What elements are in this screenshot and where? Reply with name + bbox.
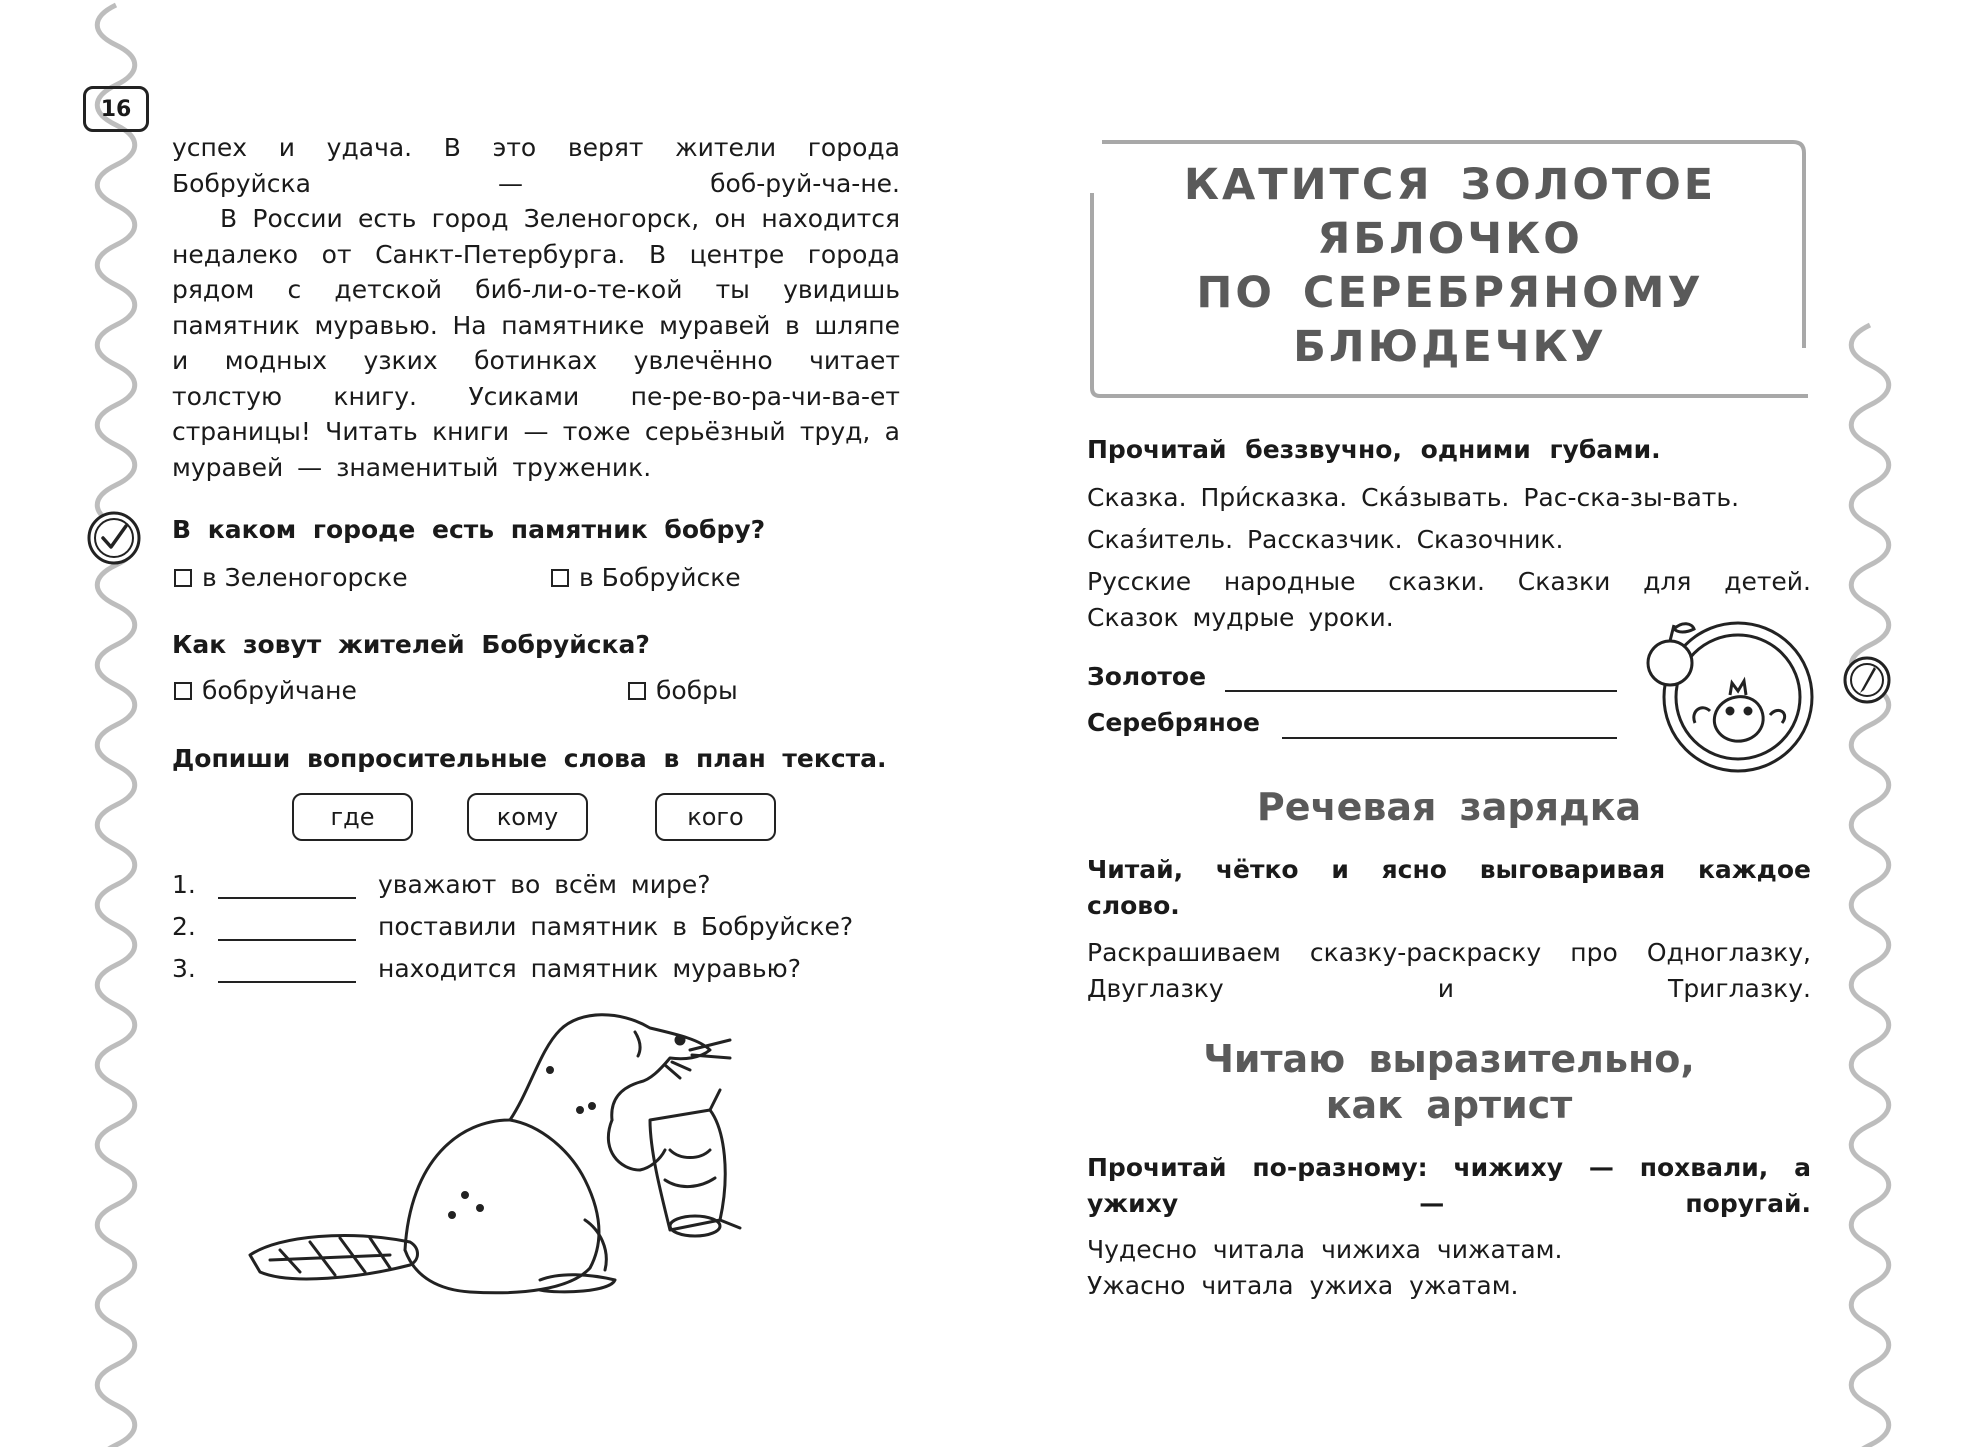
checkbox[interactable] [174, 682, 192, 700]
answer-blank[interactable] [218, 871, 356, 899]
title-line: БЛЮДЕЧКУ [1293, 322, 1607, 372]
option-label: в Зеленогорске [202, 563, 408, 592]
fairy-tale-words-2: Сказ́итель. Рассказчик. Сказочник. [1087, 525, 1564, 554]
plan-number: 3. [172, 954, 196, 983]
option-label: бобруйчане [202, 676, 357, 705]
title-line: ЯБЛОЧКО [1317, 214, 1583, 264]
plan-item-2 [172, 912, 853, 941]
plan-item-1 [172, 870, 711, 899]
checkbox[interactable] [174, 569, 192, 587]
plan-item-3 [172, 954, 801, 983]
fill-label-silver: Серебряное [1087, 708, 1260, 737]
page-number: 16 [83, 86, 149, 132]
instruction-3: Прочитай по-разному: чижиху — похвали, а ужиху — поругай. [1087, 1153, 1811, 1218]
right-wave-border [1840, 0, 1900, 1447]
word-card-gde[interactable]: где [292, 793, 413, 841]
plan-text: находится памятник муравью? [378, 954, 801, 983]
answer-blank[interactable] [218, 955, 356, 983]
checkmark-icon [86, 510, 142, 566]
fill-line-silver[interactable] [1282, 715, 1617, 739]
task-3-instruction: Допиши вопросительные слова в план текста. [172, 744, 887, 773]
word-card-komu[interactable]: кому [467, 793, 588, 841]
subtitle-line: как артист [1325, 1083, 1573, 1127]
q2-option-2[interactable] [628, 676, 738, 705]
subtitle-speech-warmup: Речевая зарядка [1256, 785, 1642, 829]
title-line: КАТИТСЯ ЗОЛОТОЕ [1183, 160, 1717, 210]
title-line: ПО СЕРЕБРЯНОМУ [1196, 268, 1704, 318]
tongue-twister-2: Ужасно читала ужиха ужатам. [1087, 1271, 1519, 1300]
left-wave-border [86, 0, 146, 1447]
speech-exercise-text: Раскрашиваем сказку-раскраску про Одноглазку, Двуглазку и Триглазку. [1087, 938, 1811, 1003]
question-2: Как зовут жителей Бобруйска? [172, 630, 650, 659]
instruction-2: Читай, чётко и ясно выговаривая каждое слово. [1087, 855, 1811, 920]
fill-line-golden[interactable] [1225, 668, 1617, 692]
fairy-tale-words-3: Русские народные сказки. Сказки для детей. Сказок мудрые уроки. [1087, 567, 1811, 632]
fill-label-golden: Золотое [1087, 662, 1207, 691]
plan-text: поставили памятник в Бобруйске? [378, 912, 854, 941]
plan-number: 1. [172, 870, 196, 899]
beaver-illustration [240, 1010, 840, 1310]
subtitle-line: Читаю выразительно, [1203, 1037, 1695, 1081]
checkbox[interactable] [551, 569, 569, 587]
word-card-kogo[interactable]: кого [655, 793, 776, 841]
question-1: В каком городе есть памятник бобру? [172, 515, 766, 544]
q2-option-1[interactable] [174, 676, 357, 705]
apple-plate-illustration [1620, 615, 1820, 780]
q1-option-1[interactable] [174, 563, 408, 592]
instruction-1: Прочитай беззвучно, одними губами. [1087, 435, 1661, 464]
q1-option-2[interactable] [551, 563, 741, 592]
answer-blank[interactable] [218, 913, 356, 941]
compass-icon [1842, 655, 1892, 705]
plan-text: уважают во всём мире? [378, 870, 711, 899]
option-label: бобры [656, 676, 738, 705]
option-label: в Бобруйске [579, 563, 741, 592]
story-paragraph-2: В России есть город Зеленогорск, он находится недалеко от Санкт-Петербурга. В центре города рядом с детской биб-ли-о-те-кой ты увидишь памятник муравью. На памятнике муравей в шляпе и модных узких ботинках увлечённо читает толстую книгу. Усиками пе-ре-во-ра-чи-ва-ет страницы! Читать книги — тоже серьёзный труд, а муравей — знаменитый труженик. [172, 204, 900, 482]
plan-number: 2. [172, 912, 196, 941]
tongue-twister-1: Чудесно читала чижиха чижатам. [1087, 1235, 1563, 1264]
checkbox[interactable] [628, 682, 646, 700]
fairy-tale-words-1: Сказка. При́сказка. Ска́зывать. Рас-ска-зы-вать. [1087, 483, 1740, 512]
page-title [1100, 158, 1800, 374]
story-paragraph-1: успех и удача. В это верят жители города Бобруйска — боб-руй-ча-не. [172, 133, 900, 198]
subtitle-read-expressively [1087, 1036, 1811, 1128]
